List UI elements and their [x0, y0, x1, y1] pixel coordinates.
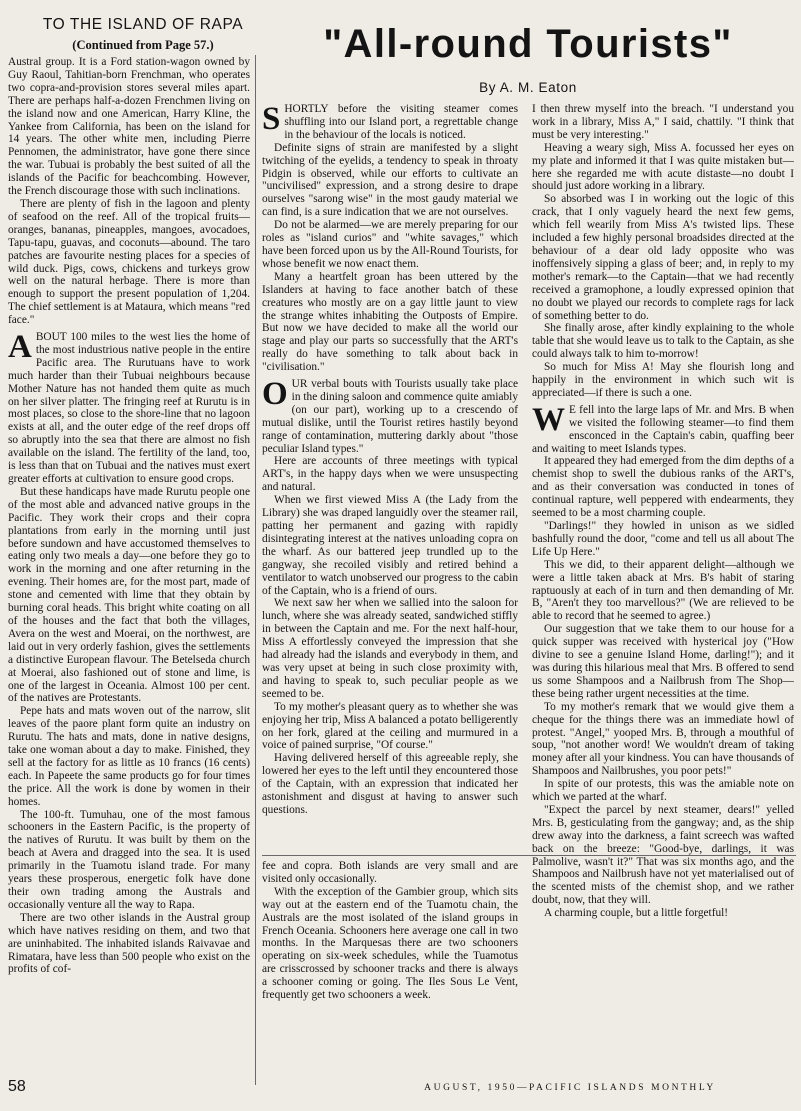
article-paragraph: Heaving a weary sigh, Miss A. focussed her eyes on my plate and informed it that I was quite mistaken but—here she regarded me with acute distaste—no doubt I should just adore working in a library. [532, 141, 794, 193]
article-paragraph: So much for Miss A! May she flourish long and happily in the environment in which such wit is appreciated—if there is such a one. [532, 361, 794, 399]
left-paragraph: But these handicaps have made Rurutu people one of the most able and advanced native groups in the Pacific. They work their crops and their copra plantations from early in the morning until just before sundown and have accustomed themselves to eating only two meals a day—one before they go to work in the morning and one after returning in the evening. Their homes are, for the most part, made of stone and cemented with lime that they obtain by burning coral heads. This bright white coating on all of the houses and the fact that both the villages, Avera on the west and Moerai, on the northwest, are laid out in very orderly fashion, gives the settlements a distinctive European flavour. The Betelseda church at Moerai, also fashioned out of stone and lime, is one of the largest in Oceania. Almost 100 per cent. of the natives are Protestants. [8, 485, 250, 705]
article-paragraph: I then threw myself into the breach. "I understand you work in a library, Miss A," I said, chattily. "I think that must be very interesting." [532, 103, 794, 141]
left-paragraph: The 100-ft. Tumuhau, one of the most famous schooners in the Eastern Pacific, is the property of the natives of Rurutu. It was built by them on the beach at Avera and dragged into the sea. It is used primarily in the Tuamotu island trade. For many years these prosperous, energetic folk have done their own trading among the Australs and occasionally venture all the way to Rapa. [8, 808, 250, 911]
article-paragraph: Do not be alarmed—we are merely preparing for our roles as "island curios" and "white savages," which have been forced upon us by the All-Round Tourists, for whose benefit we now enact them. [262, 219, 518, 270]
article-byline: By A. M. Eaton [479, 80, 577, 95]
article-paragraph: To my mother's remark that we would give them a cheque for the things there was an immediate howl of protest. "Angel," yooped Mrs. B, through a mouthful of soup, "not another word! We wouldn't dream of taking money after all your kindness. You can have thousands of Shampoos and Nailbrushes, you poor pets!" [532, 700, 794, 778]
article-paragraph-text: HORTLY before the visiting steamer comes shuffling into our Island port, a regrettable change in the behaviour of the locals is noticed. [284, 103, 518, 141]
drop-cap: A [8, 329, 32, 366]
page-number: 58 [8, 1078, 26, 1095]
left-article-heading: TO THE ISLAND OF RAPA [42, 16, 244, 33]
article-paragraph: It appeared they had emerged from the dim depths of a chemist shop to swell the dubious ranks of the ART's, and as their conversation was conducted in tones of continual rapture, well peppered with endearments, they seemed to be a most charming couple. [532, 455, 794, 520]
column-divider [255, 55, 256, 1085]
article-paragraph: So absorbed was I in working out the logic of this crack, that I only vaguely heard the next few gems, which fell wearily from Miss A's twisted lips. These included a few highly personal broadsides directed at the behaviour of a dear old lady opposite who was inoffensively sipping a glass of beer; and, in reply to my mother's remark—to the Captain—that we had recently received a gramophone, a loudly expressed opinion that no doubt we played our records to complete rags for lack of something better to do. [532, 193, 794, 322]
article-paragraph: To my mother's pleasant query as to whether she was enjoying her trip, Miss A balanced a potato belligerently on her fork, glared at the ceiling and murmured in a voice of pained surprise, "Of course." [262, 700, 518, 752]
article-paragraph: "Expect the parcel by next steamer, dears!" yelled Mrs. B, gesticulating from the gangway; and, as the ship drew away into the darkness, a faint screech was wafted back on the breeze: "Good-bye, darlings, it was Palmolive, wasn't it?" That was six months ago, and the Shampoos and Nailbrush have not yet materialised out of the scented mists of the chemist shop, and we rather doubt, now, that they will. [532, 803, 794, 907]
continuation-paragraph: fee and copra. Both islands are very small and are visited only occasionally. [262, 860, 518, 885]
left-paragraph: There are plenty of fish in the lagoon and plenty of seafood on the reef. All of the tropical fruits—oranges, bananas, pineapples, mangoes, avocadoes, Tapu-tapu, guavas, and coconuts—abound. The taro patches are favourite nesting places for a species of wild duck. Pigs, cows, chickens and turkeys grow well on the natural herbage. There is more than enough to support the present population of 1,204. The chief settlement is at Mataura, which means "red face." [8, 197, 250, 327]
left-article-continuation [262, 860, 518, 1075]
left-paragraph-text: BOUT 100 miles to the west lies the home of the most industrious native people in the entire Pacific area. The Rurutuans have to work much harder than their Tubuai neighbours because Mother Nature has not handed them quite as much on her silver platter. The fringing reef at Rurutu is in most places, so close to the shore-line that no lagoon exists at all, and the outer edge of the reef drops off so abruptly into the sea that there are almost no fish available on the island. The fertility of the land, too, is less than that on Tubuai and the natives must exert greater efforts at cultivation to ensure good crops. [8, 331, 250, 485]
continuation-paragraph: With the exception of the Gambier group, which sits way out at the eastern end of the Tuamotu chain, the Australs are the most isolated of the island groups in French Oceania. Schooners here average one call in two months. In the Marquesas there are two schooners operating on six-week schedules, while the Tuamotus are crisscrossed by schooner tracks and there is always a schooner coming or going. The Iles Sous Le Vent, frequently get two schooners a week. [262, 885, 518, 1002]
drop-cap: S [262, 103, 281, 137]
left-paragraph: Austral group. It is a Ford station-wagon owned by Guy Raoul, Tahitian-born Frenchman, who operates two copra-and-provision stores several miles apart. There are perhaps half-a-dozen Frenchmen living on the island now and one American, Harry Kline, the Yankee from California, has been on the island for 14 years. The other white men, including Pierre Pennomen, the administrator, have gone there since the war. Tubuai is probably the best suited of all the islands of the Pacific for beachcombing. However, the French discourage those with such inclinations. [8, 56, 250, 198]
article-paragraph: Having delivered herself of this agreeable reply, she lowered her eyes to the left until they encountered those of the Captain, with an expression that indicated her astonishment and disgust at having to answer such questions. [262, 752, 518, 816]
continued-from-note: (Continued from Page 57.) [72, 38, 214, 52]
left-paragraph: There are two other islands in the Austral group which have natives residing on them, and two that are uninhabited. The inhabited islands Raivavae and Rimatara, have less than 500 people who exist on the profits of cof- [8, 911, 250, 976]
article-paragraph-drop [262, 103, 518, 142]
article-paragraph: "Darlings!" they howled in unison as we sidled bashfully round the door, "come and tell us all about The Life Up Here." [532, 520, 794, 558]
article-paragraph: Definite signs of strain are manifested by a slight twitching of the eyelids, a tendency to speak in throaty Pidgin is observed, while our efforts to cultivate an "uncivilised" expression, and a strong desire to drape ourselves "sarong wise" in the most gaudy material we can find, is a sure indication that we are not ourselves. [262, 141, 518, 219]
drop-cap: W [532, 401, 565, 438]
article-paragraph: She finally arose, after kindly explaining to the whole table that she would leave us to talk to the Captain, as she could always talk to him to-morrow! [532, 322, 794, 361]
article-paragraph-drop [262, 378, 518, 455]
article-column-1 [262, 103, 518, 851]
article-paragraph: In spite of our protests, this was the amiable note on which we parted at the wharf. [532, 778, 794, 804]
article-title: "All-round Tourists" [323, 22, 733, 66]
left-paragraph: Pepe hats and mats woven out of the narrow, slit leaves of the paore plant form quite an industry on Rurutu. The hats and mats, done in native designs, take one woman about a day to make. Finished, they sell at the factory for as little as 10 francs (16 cents) each. In Papeete the same products go for four times the price. All the work is done by women in their homes. [8, 705, 250, 808]
article-paragraph: When we first viewed Miss A (the Lady from the Library) she was draped languidly over the steamer rail, patting her permanent and gazing with rapidly disintegrating interest at the natives unloading copra on the wharf. As our battered jeep trundled up to the gangway, she recoiled visibly and retired behind a ventilator to watch unobserved our progress to the cabin of the Captain, who is a friend of ours. [262, 494, 518, 597]
drop-cap: O [262, 376, 288, 413]
running-footer: AUGUST, 1950—PACIFIC ISLANDS MONTHLY [424, 1083, 716, 1093]
article-paragraph: Many a heartfelt groan has been uttered by the Islanders at having to face another batch of these creatures who mostly are on a gay little jaunt to view the strange whites inhabiting the Outposts of Empire. But now we have decided to make all the world our stage and play our parts so successfully that the ART's really do have something to talk about back in "civilisation." [262, 270, 518, 374]
left-article-column [8, 56, 250, 1076]
article-paragraph-text: UR verbal bouts with Tourists usually take place in the dining saloon and commence quite amiably (on our part), working up to a crescendo of mutual dislike, until the Tourist retires hastily beyond range of contamination, muttering darkly about "those peculiar Island types." [262, 378, 518, 455]
article-paragraph-drop [532, 401, 794, 456]
article-paragraph: Here are accounts of three meetings with typical ART's, in the happy days when we were unsuspecting and natural. [262, 455, 518, 494]
article-paragraph: Our suggestion that we take them to our house for a quick supper was received with hysterical joy ("How divine to see a genuine Island Home, darling!"); and it was during this hilarious meal that Mrs. B offered to send us some Shampoos and a Nailbrush from The Shop—these being rather urgent necessities at the time. [532, 623, 794, 700]
article-paragraph: This we did, to their apparent delight—although we were a little taken aback at Mrs. B's habit of staring raptuously at each of in turn and then demanding of Mr. B, "Aren't they too marvellous?" (We are relieved to be able to record that he seemed to agree.) [532, 558, 794, 623]
article-column-2 [532, 103, 794, 1075]
article-paragraph: We next saw her when we sallied into the saloon for lunch, where she was already seated, sandwiched stiffly in between the Captain and me. For the next half-hour, Miss A effortlessly conveyed the impression that she had already had the islands and everybody in them, and was very upset at being in such close proximity with, and having to speak to, such peculiar people as we seemed to be. [262, 597, 518, 700]
left-paragraph-drop [8, 331, 250, 486]
article-paragraph: A charming couple, but a little forgetful! [544, 907, 729, 920]
article-paragraph-text: E fell into the large laps of Mr. and Mrs. B when we visited the following steamer—to find them ensconced in the Captain's cabin, quaffing beer and waiting to meet Islands types. [532, 403, 794, 455]
